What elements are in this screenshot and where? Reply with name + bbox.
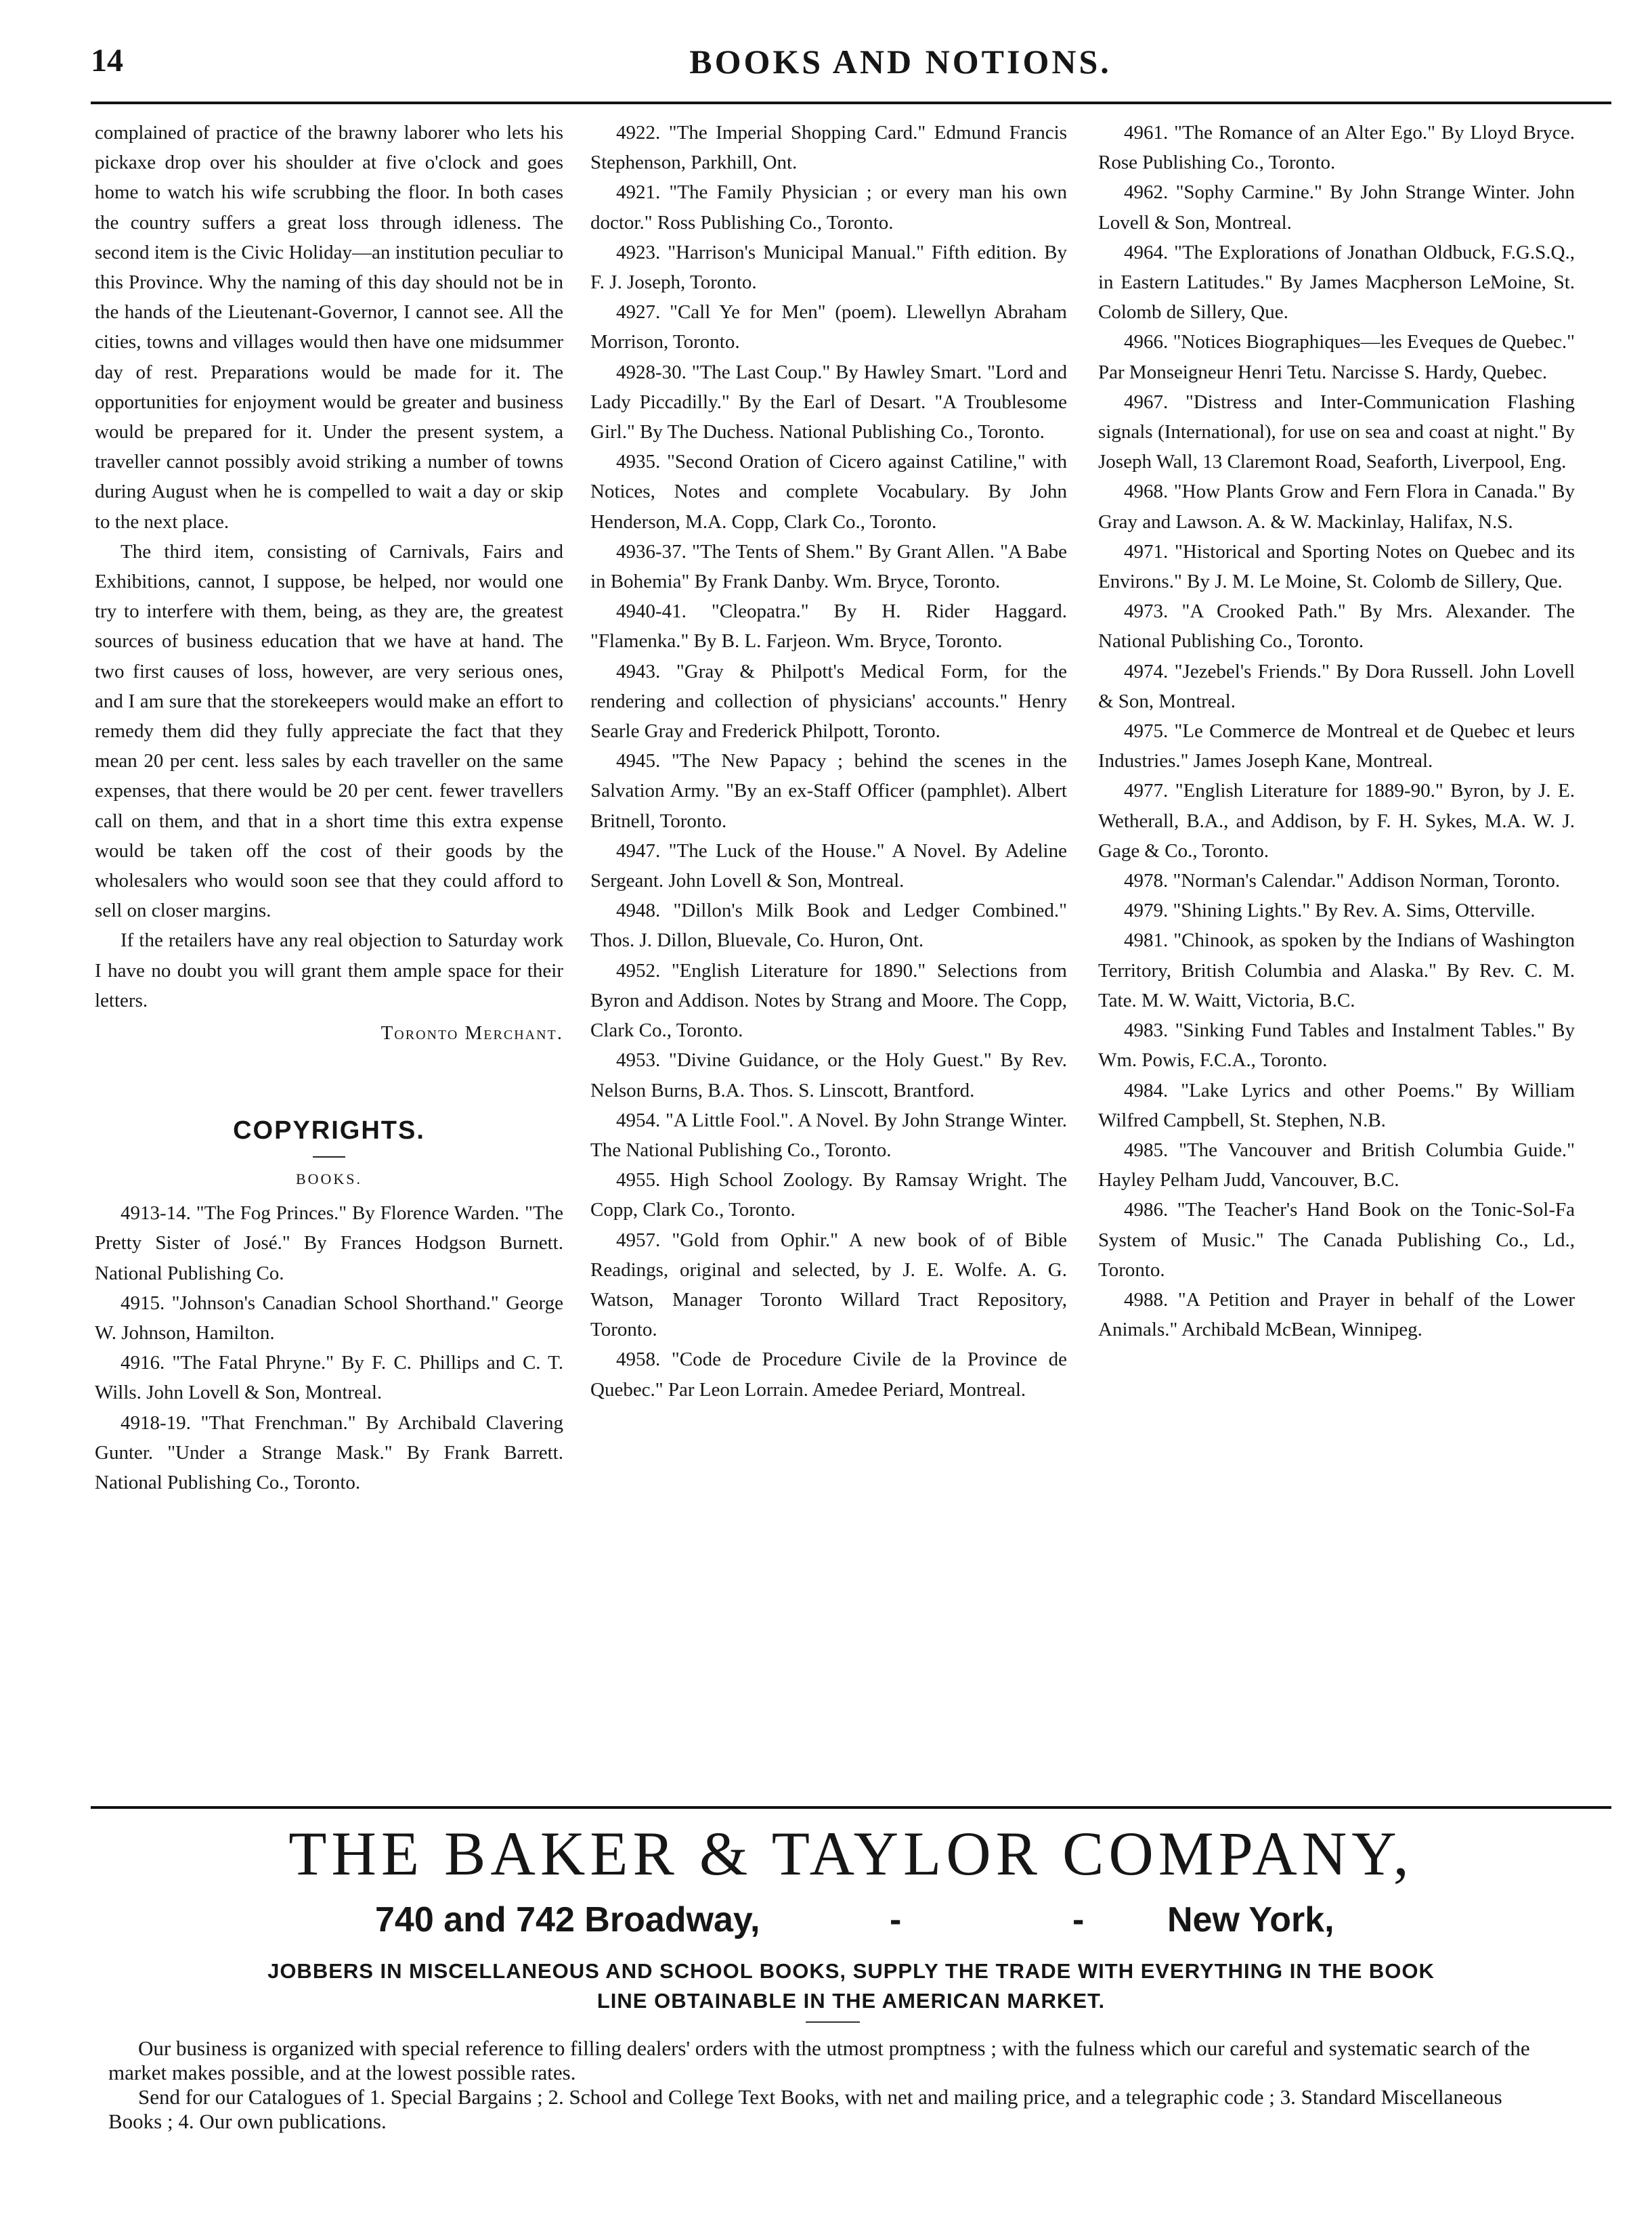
article-signature: Toronto Merchant.: [381, 1022, 563, 1045]
copyright-entry: 4918-19. "That Frenchman." By Archibald Clavering Gunter. "Under a Strange Mask." By Frank Barrett. National Publishing Co., Toronto.: [95, 1411, 563, 1493]
copyright-entry: 4954. "A Little Fool.". A Novel. By John Strange Winter. The National Publishing Co., Toronto.: [590, 1109, 1067, 1161]
page-number: 14: [91, 43, 123, 79]
copyright-entry: 4962. "Sophy Carmine." By John Strange Winter. John Lovell & Son, Montreal.: [1098, 181, 1575, 234]
copyright-entry: 4948. "Dillon's Milk Book and Ledger Combined." Thos. J. Dillon, Bluevale, Co. Huron, Ont.: [590, 900, 1067, 952]
copyright-entry: 4978. "Norman's Calendar." Addison Norman, Toronto.: [1124, 870, 1561, 892]
advertisement-body: [108, 2036, 1550, 2134]
copyright-entry: 4958. "Code de Procedure Civile de la Province de Quebec." Par Leon Lorrain. Amedee Periard, Montreal.: [590, 1349, 1067, 1401]
advertiser-name: THE BAKER & TAYLOR COMPANY,: [288, 1819, 1414, 1888]
copyright-entry: 4936-37. "The Tents of Shem." By Grant Allen. "A Babe in Bohemia" By Frank Danby. Wm. Bryce, Toronto.: [590, 540, 1067, 593]
copyright-entry: 4988. "A Petition and Prayer in behalf of the Lower Animals." Archibald McBean, Winnipeg.: [1098, 1288, 1575, 1341]
copyrights-heading: COPYRIGHTS.: [233, 1116, 425, 1145]
copyright-entry: 4953. "Divine Guidance, or the Holy Guest." By Rev. Nelson Burns, B.A. Thos. S. Linscott, Brantford.: [590, 1049, 1067, 1101]
copyright-entry: 4983. "Sinking Fund Tables and Instalment Tables." By Wm. Powis, F.C.A., Toronto.: [1098, 1020, 1575, 1072]
copyright-entry: 4922. "The Imperial Shopping Card." Edmund Francis Stephenson, Parkhill, Ont.: [590, 122, 1067, 174]
advertisement-divider: [806, 2021, 860, 2023]
heading-divider: [313, 1156, 345, 1158]
copyright-entry: 4915. "Johnson's Canadian School Shorthand." George W. Johnson, Hamilton.: [95, 1292, 563, 1344]
copyright-entry: 4973. "A Crooked Path." By Mrs. Alexander. The National Publishing Co., Toronto.: [1098, 600, 1575, 653]
column-3: [1098, 118, 1575, 1344]
running-title: BOOKS AND NOTIONS.: [689, 43, 1112, 81]
address-dash: -: [1072, 1900, 1085, 1939]
city: New York,: [1167, 1900, 1334, 1939]
copyright-entry: 4923. "Harrison's Municipal Manual." Fifth edition. By F. J. Joseph, Toronto.: [590, 241, 1067, 294]
copyright-entry: 4984. "Lake Lyrics and other Poems." By William Wilfred Campbell, St. Stephen, N.B.: [1098, 1079, 1575, 1131]
books-subheading: BOOKS.: [295, 1170, 363, 1187]
advertisement-paragraph: Our business is organized with special reference to filling dealers' orders with the utmost promptness ; with the fulness which our careful and systematic search of the market makes possible, and at the lowest possible rates.: [108, 2036, 1530, 2084]
copyright-entry: 4927. "Call Ye for Men" (poem). Llewellyn Abraham Morrison, Toronto.: [590, 301, 1067, 353]
street-address: 740 and 742 Broadway,: [375, 1900, 760, 1939]
copyright-entry: 4940-41. "Cleopatra." By H. Rider Haggard. "Flamenka." By B. L. Farjeon. Wm. Bryce, Toronto.: [590, 600, 1067, 653]
copyright-entry: 4961. "The Romance of an Alter Ego." By Lloyd Bryce. Rose Publishing Co., Toronto.: [1098, 122, 1575, 174]
copyright-entry: 4966. "Notices Biographiques—les Eveques de Quebec." Par Monseigneur Henri Tetu. Narcisse S. Hardy, Quebec.: [1098, 331, 1575, 383]
copyright-entry: 4952. "English Literature for 1890." Selections from Byron and Addison. Notes by Strang and Moore. The Copp, Clark Co., Toronto.: [590, 959, 1067, 1042]
copyright-entry: 4975. "Le Commerce de Montreal et de Quebec et leurs Industries." James Joseph Kane, Montreal.: [1098, 720, 1575, 772]
copyright-entry: 4979. "Shining Lights." By Rev. A. Sims, Otterville.: [1124, 900, 1536, 922]
copyright-entry: 4916. "The Fatal Phryne." By F. C. Phillips and C. T. Wills. John Lovell & Son, Montreal.: [95, 1352, 563, 1404]
copyright-entry: 4957. "Gold from Ophir." A new book of of Bible Readings, original and selected, by J. E. Wolfe. A. G. Watson, Manager Toronto Willard Tract Repository, Toronto.: [590, 1229, 1067, 1341]
address-dash: -: [890, 1900, 902, 1939]
copyright-entry: 4985. "The Vancouver and British Columbia Guide." Hayley Pelham Judd, Vancouver, B.C.: [1098, 1139, 1575, 1191]
tagline-line: JOBBERS IN MISCELLANEOUS AND SCHOOL BOOKS, SUPPLY THE TRADE WITH EVERYTHING IN THE BOOK: [267, 1959, 1435, 1983]
column-2: [590, 118, 1067, 1405]
copyright-entry: 4935. "Second Oration of Cicero against Catiline," with Notices, Notes and complete Vocabulary. By John Henderson, M.A. Copp, Clark Co., Toronto.: [590, 451, 1067, 533]
tagline-line: LINE OBTAINABLE IN THE AMERICAN MARKET.: [596, 1989, 1106, 2013]
copyright-entry: 4964. "The Explorations of Jonathan Oldbuck, F.G.S.Q., in Eastern Latitudes." By James Macpherson LeMoine, St. Colomb de Sillery, Que.: [1098, 241, 1575, 324]
copyright-entry: 4967. "Distress and Inter-Communication Flashing signals (International), for use on sea and coast at night." By Joseph Wall, 13 Claremont Road, Seaforth, Liverpool, Eng.: [1098, 391, 1575, 473]
article-paragraph: The third item, consisting of Carnivals, Fairs and Exhibitions, cannot, I suppose, be helped, nor would one try to interfere with them, being, as they are, the greatest sources of business education that we have at hand. The two first causes of loss, however, are very serious ones, and I am sure that the storekeepers would make an effort to remedy them did they fully appreciate the fact that they mean 20 per cent. less sales by each traveller on the same expenses, that there would be 20 per cent. fewer travellers call on them, and that in a short time this extra expense would be taken off the cost of their goods by the wholesalers who would soon see that they could afford to sell on closer margins.: [95, 540, 563, 922]
copyright-entry: 4913-14. "The Fog Princes." By Florence Warden. "The Pretty Sister of José." By Frances Hodgson Burnett. National Publishing Co.: [95, 1202, 563, 1284]
article-paragraph: complained of practice of the brawny laborer who lets his pickaxe drop over his shoulder at five o'clock and goes home to watch his wife scrubbing the floor. In both cases the country suffers a great loss through idleness. The second item is the Civic Holiday—an institution peculiar to this Province. Why the naming of this day should not be in the hands of the Lieutenant-Governor, I cannot see. All the cities, towns and villages would then have one midsummer day of rest. Preparations would be made for it. The opportunities for enjoyment would be greater and business would be prepared for it. Under the present system, a traveller cannot possibly avoid striking a number of towns during August when he is compelled to wait a day or skip to the next place.: [95, 122, 563, 533]
copyright-entry: 4947. "The Luck of the House." A Novel. By Adeline Sergeant. John Lovell & Son, Montreal.: [590, 839, 1067, 892]
column-1: [95, 118, 563, 1497]
copyright-entry: 4981. "Chinook, as spoken by the Indians of Washington Territory, British Columbia and Alaska." By Rev. C. M. Tate. M. W. Waitt, Victoria, B.C.: [1098, 929, 1575, 1011]
copyright-entry: 4955. High School Zoology. By Ramsay Wright. The Copp, Clark Co., Toronto.: [590, 1169, 1067, 1221]
header-rule: [91, 102, 1611, 104]
article-paragraph: If the retailers have any real objection to Saturday work I have no doubt you will grant them ample space for their letters.: [95, 929, 563, 1011]
copyright-entry: 4986. "The Teacher's Hand Book on the Tonic-Sol-Fa System of Music." The Canada Publishing Co., Ld., Toronto.: [1098, 1199, 1575, 1281]
copyright-entry: 4928-30. "The Last Coup." By Hawley Smart. "Lord and Lady Piccadilly." By the Earl of Desart. "A Troublesome Girl." By The Duchess. National Publishing Co., Toronto.: [590, 361, 1067, 443]
copyright-entry: 4943. "Gray & Philpott's Medical Form, for the rendering and collection of physicians' accounts." Henry Searle Gray and Frederick Philpott, Toronto.: [590, 660, 1067, 743]
copyright-entry: 4977. "English Literature for 1889-90." Byron, by J. E. Wetherall, B.A., and Addison, by F. H. Sykes, M.A. W. J. Gage & Co., Toronto.: [1098, 780, 1575, 862]
copyright-entry: 4945. "The New Papacy ; behind the scenes in the Salvation Army. "By an ex-Staff Officer (pamphlet). Albert Britnell, Toronto.: [590, 750, 1067, 832]
advertiser-tagline: [91, 1956, 1611, 2016]
copyright-entry: 4968. "How Plants Grow and Fern Flora in Canada." By Gray and Lawson. A. & W. Mackinlay, Halifax, N.S.: [1098, 481, 1575, 533]
advertisement-rule: [91, 1806, 1611, 1809]
copyright-entry: 4921. "The Family Physician ; or every man his own doctor." Ross Publishing Co., Toronto.: [590, 181, 1067, 234]
copyright-entry: 4971. "Historical and Sporting Notes on Quebec and its Environs." By J. M. Le Moine, St. Colomb de Sillery, Que.: [1098, 540, 1575, 593]
copyright-entry: 4974. "Jezebel's Friends." By Dora Russell. John Lovell & Son, Montreal.: [1098, 660, 1575, 712]
advertisement-paragraph: Send for our Catalogues of 1. Special Bargains ; 2. School and College Text Books, with net and mailing price, and a telegraphic code ; 3. Standard Miscellaneous Books ; 4. Our own publications.: [108, 2085, 1502, 2133]
